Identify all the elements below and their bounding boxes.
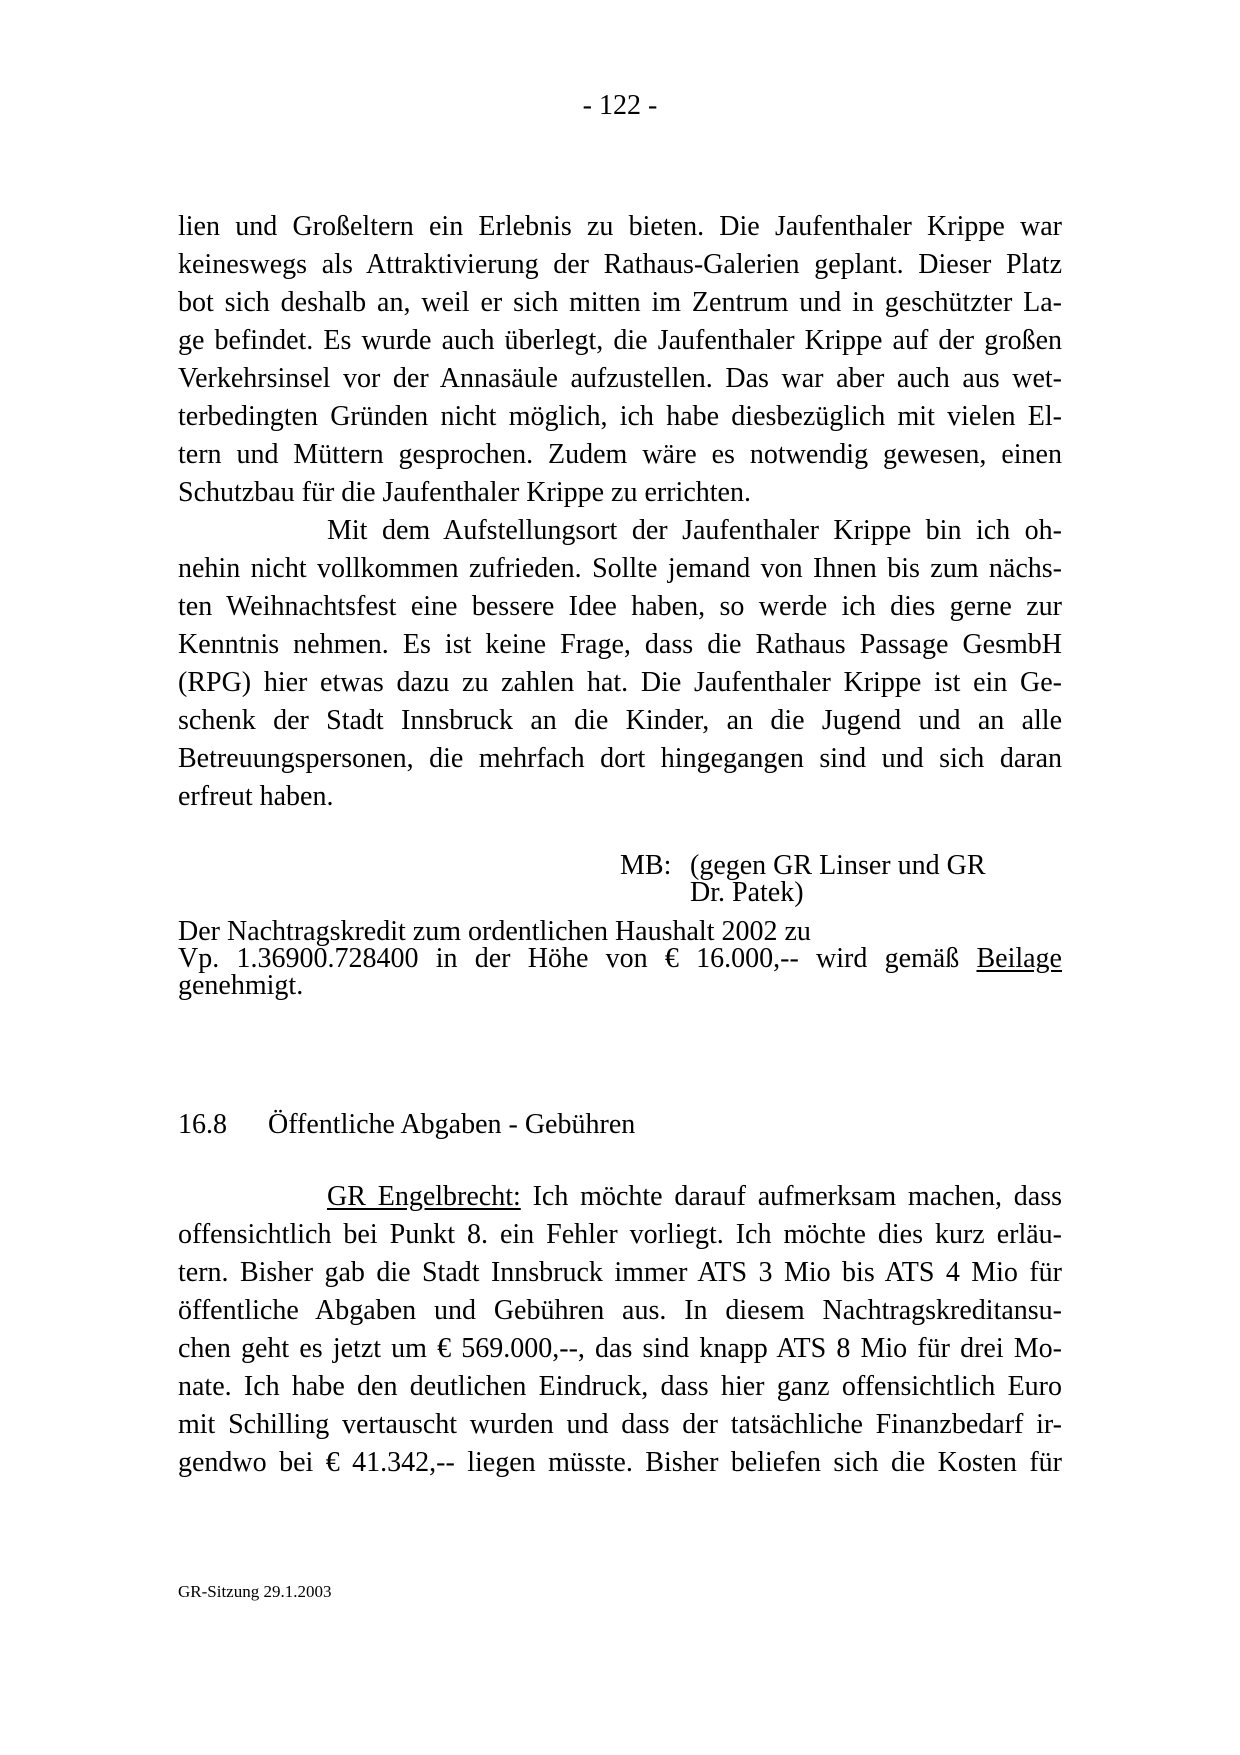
decision-line-2 <box>178 945 1062 973</box>
mb-vote-line-1: (gegen GR Linser und GR <box>690 850 986 881</box>
paragraph-3-line: mit Schilling vertauscht wurden und dass der tatsächliche Finanzbedarf ir- <box>178 1409 1062 1440</box>
paragraph-3-line: öffentliche Abgaben und Gebühren aus. In diesem Nachtragskreditansu- <box>178 1295 1062 1326</box>
paragraph-2-line: Kenntnis nehmen. Es ist keine Frage, dass die Rathaus Passage GesmbH <box>178 629 1062 660</box>
paragraph-1-line: terbedingten Gründen nicht möglich, ich habe diesbezüglich mit vielen El- <box>178 401 1062 432</box>
section-title: Öffentliche Abgaben - Gebühren <box>268 1109 636 1140</box>
paragraph-2-line: ten Weihnachtsfest eine bessere Idee haben, so werde ich dies gerne zur <box>178 591 1062 622</box>
paragraph-3-first-line-text: Ich möchte darauf aufmerksam machen, dass <box>532 1181 1063 1212</box>
paragraph-2-line: Mit dem Aufstellungsort der Jaufenthaler Krippe bin ich oh- <box>327 515 1062 546</box>
mb-vote-line-2: Dr. Patek) <box>690 877 804 908</box>
page-number: - 122 - <box>582 90 658 121</box>
paragraph-2-line: (RPG) hier etwas dazu zu zahlen hat. Die Jaufenthaler Krippe ist ein Ge- <box>178 667 1062 698</box>
decision-line-1: Der Nachtragskredit zum ordentlichen Haushalt 2002 zu <box>178 916 811 947</box>
paragraph-3-line: tern. Bisher gab die Stadt Innsbruck immer ATS 3 Mio bis ATS 4 Mio für <box>178 1257 1062 1288</box>
paragraph-2-line: Betreuungspersonen, die mehrfach dort hingegangen sind und sich daran <box>178 743 1062 774</box>
paragraph-1-line: bot sich deshalb an, weil er sich mitten im Zentrum und in geschützter La- <box>178 287 1062 318</box>
paragraph-3-line: chen geht es jetzt um € 569.000,--, das sind knapp ATS 8 Mio für drei Mo- <box>178 1333 1062 1364</box>
paragraph-2-line: nehin nicht vollkommen zufrieden. Sollte jemand von Ihnen bis zum nächs- <box>178 553 1062 584</box>
paragraph-1-line: Verkehrsinsel vor der Annasäule aufzustellen. Das war aber auch aus wet- <box>178 363 1062 394</box>
paragraph-2-line: schenk der Stadt Innsbruck an die Kinder, an die Jugend und an alle <box>178 705 1062 736</box>
paragraph-3-first-line <box>327 1178 1062 1216</box>
paragraph-3-line: nate. Ich habe den deutlichen Eindruck, dass hier ganz offensichtlich Euro <box>178 1371 1062 1402</box>
paragraph-3-line: offensichtlich bei Punkt 8. ein Fehler vorliegt. Ich möchte dies kurz erläu- <box>178 1219 1062 1250</box>
paragraph-3-line: gendwo bei € 41.342,-- liegen müsste. Bisher beliefen sich die Kosten für <box>178 1447 1062 1478</box>
paragraph-1-line: keineswegs als Attraktivierung der Rathaus-Galerien geplant. Dieser Platz <box>178 249 1062 280</box>
paragraph-1-line: Schutzbau für die Jaufenthaler Krippe zu errichten. <box>178 477 751 508</box>
paragraph-2-line: erfreut haben. <box>178 781 334 812</box>
section-number: 16.8 <box>178 1109 227 1140</box>
mb-label: MB: <box>620 850 672 881</box>
beilage-link[interactable]: Beilage <box>976 943 1062 974</box>
decision-line-3: genehmigt. <box>178 970 304 1001</box>
footer-session-date: GR-Sitzung 29.1.2003 <box>178 1582 332 1601</box>
paragraph-1-line: lien und Großeltern ein Erlebnis zu bieten. Die Jaufenthaler Krippe war <box>178 211 1062 242</box>
decision-line-2-text: Vp. 1.36900.728400 in der Höhe von € 16.000,-- wird gemäß <box>178 943 960 974</box>
paragraph-1-line: tern und Müttern gesprochen. Zudem wäre es notwendig gewesen, einen <box>178 439 1062 470</box>
speaker-name: GR Engelbrecht: <box>327 1181 521 1212</box>
paragraph-1-line: ge befindet. Es wurde auch überlegt, die Jaufenthaler Krippe auf der großen <box>178 325 1062 356</box>
